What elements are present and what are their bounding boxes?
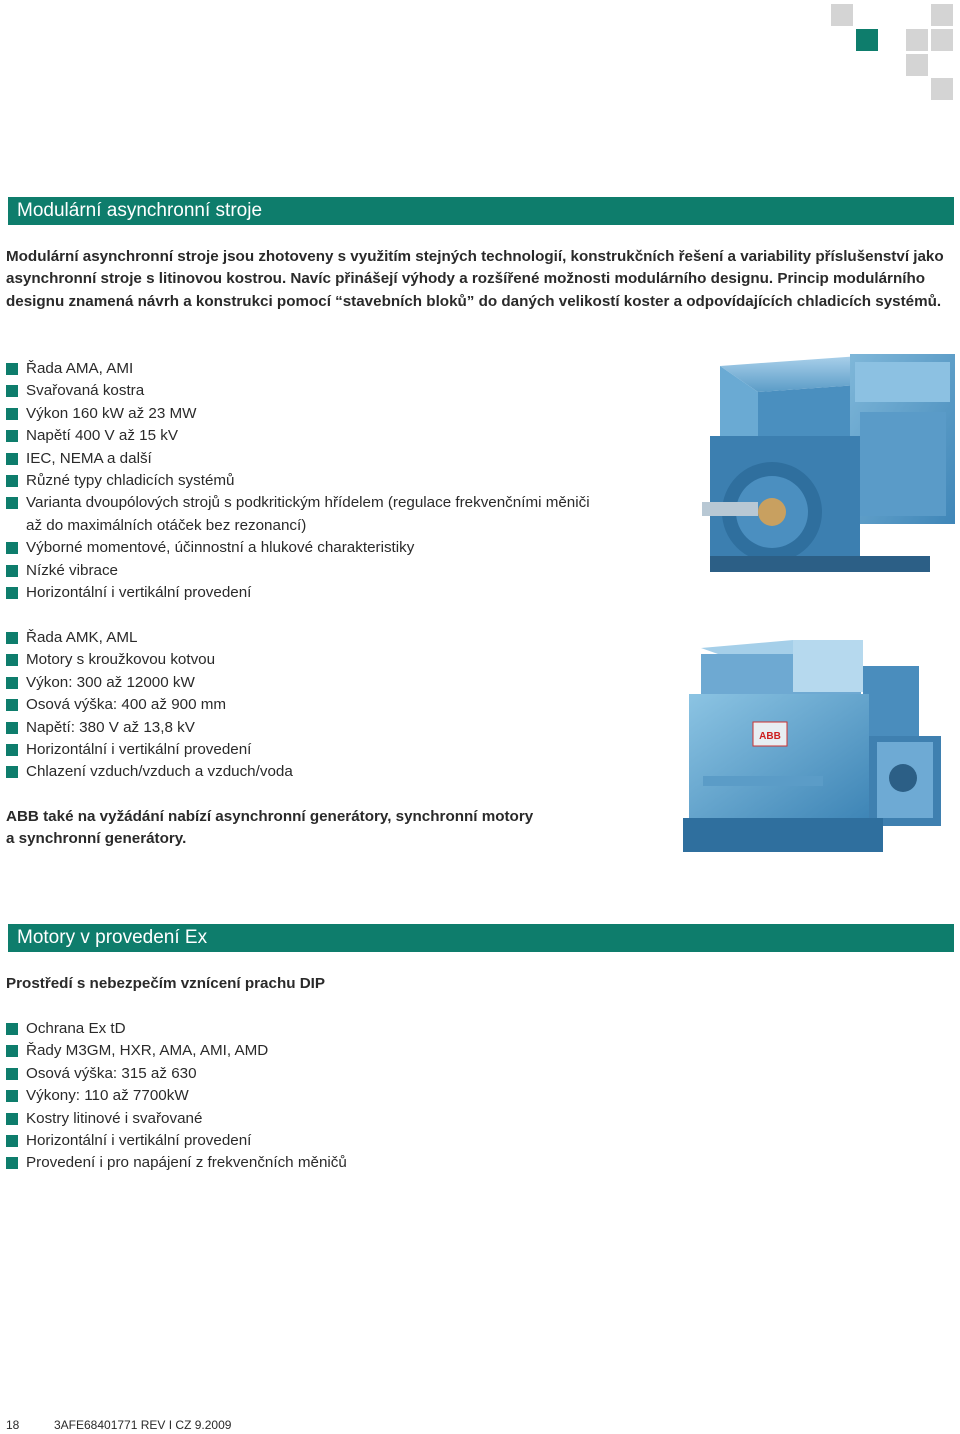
decor-square-green	[856, 29, 878, 51]
bullet-square-icon	[6, 722, 18, 734]
bullet-square-icon	[6, 565, 18, 577]
list-item-text: IEC, NEMA a další	[26, 449, 152, 467]
list-item	[6, 470, 596, 492]
section-title-modular: Modulární asynchronní stroje	[8, 197, 954, 225]
electric-motor-photo	[700, 352, 958, 578]
list-item-text: Ochrana Ex tD	[26, 1020, 126, 1037]
bullet-square-icon	[6, 453, 18, 465]
list-item-text: Řada AMK, AML	[26, 629, 138, 646]
list-item	[6, 649, 626, 671]
bullet-square-icon	[6, 1023, 18, 1035]
list-item	[6, 537, 596, 559]
decor-square-gray	[906, 54, 928, 76]
bullet-square-icon	[6, 385, 18, 397]
list-item-text: Kostry litinové i svařované	[26, 1109, 203, 1127]
list-item	[6, 380, 596, 402]
decor-square-gray	[831, 4, 853, 26]
bullet-square-icon	[6, 408, 18, 420]
feature-list-ex	[6, 1018, 626, 1175]
bullet-square-icon	[6, 632, 18, 644]
list-item	[6, 1018, 626, 1040]
list-item	[6, 492, 596, 537]
section-subtitle-dip: Prostředí s nebezpečím vznícení prachu DIP	[6, 975, 326, 992]
list-item-text: Chlazení vzduch/vzduch a vzduch/voda	[26, 763, 293, 781]
list-item-text: Výkony: 110 až 7700kW	[26, 1087, 189, 1105]
bullet-square-icon	[6, 1045, 18, 1057]
bullet-square-icon	[6, 677, 18, 689]
list-item	[6, 1130, 626, 1152]
list-item	[6, 1152, 626, 1174]
feature-list-ama-ami	[6, 358, 596, 604]
list-item	[6, 358, 596, 380]
list-item-text: Motory s kroužkovou kotvou	[26, 651, 216, 669]
list-item-text: Varianta dvoupólových strojů s podkritickým hřídelem (regulace frekvenčními měniči až do maximálních otáček bez rezonancí)	[26, 494, 590, 534]
bullet-square-icon	[6, 1113, 18, 1125]
closing-line-1: ABB také na vyžádání nabízí asynchronní generátory, synchronní motory	[6, 808, 534, 825]
bullet-square-icon	[6, 699, 18, 711]
bullet-square-icon	[6, 542, 18, 554]
bullet-square-icon	[6, 654, 18, 666]
list-item	[6, 694, 626, 716]
list-item	[6, 1063, 626, 1085]
intro-paragraph: Modulární asynchronní stroje jsou zhotoveny s využitím stejných technologií, konstrukčních řešení a variability příslušenství jako asynchronní stroje s litinovou kostrou. Navíc přinášejí výhody a rozšířené možnosti modulárního designu. Princip modulárního designu znamená návrh a konstrukci pomocí “stavebních bloků” do daných velikostí koster a odpovídajících chladicích systémů.	[6, 248, 944, 310]
list-item-text: Osová výška: 400 až 900 mm	[26, 696, 227, 714]
list-item-text: Nízké vibrace	[26, 561, 119, 579]
feature-list-amk-aml	[6, 627, 626, 784]
list-item	[6, 403, 596, 425]
bullet-square-icon	[6, 744, 18, 756]
bullet-square-icon	[6, 1135, 18, 1147]
decor-square-gray	[906, 29, 928, 51]
list-item-text: Horizontální i vertikální provedení	[26, 584, 252, 602]
list-item-text: Horizontální i vertikální provedení	[26, 1132, 252, 1150]
decor-square-gray	[931, 4, 953, 26]
closing-line-2: a synchronní generátory.	[6, 830, 187, 847]
bullet-square-icon	[6, 497, 18, 509]
bullet-square-icon	[6, 430, 18, 442]
list-item-text: Řady M3GM, HXR, AMA, AMI, AMD	[26, 1042, 269, 1060]
bullet-square-icon	[6, 475, 18, 487]
list-item-text: Řada AMA, AMI	[26, 360, 134, 377]
list-item-text: Výkon: 300 až 12000 kW	[26, 673, 195, 691]
list-item-text: Napětí: 380 V až 13,8 kV	[26, 718, 195, 736]
list-item	[6, 425, 596, 447]
list-item	[6, 582, 596, 604]
list-item	[6, 627, 626, 649]
list-item	[6, 1085, 626, 1107]
bullet-square-icon	[6, 766, 18, 778]
abb-logo: ABB	[759, 731, 781, 742]
slip-ring-motor-photo	[683, 626, 955, 854]
list-item	[6, 739, 626, 761]
list-item	[6, 717, 626, 739]
page-number: 18	[6, 1418, 20, 1432]
list-item-text: Různé typy chladicích systémů	[26, 472, 235, 490]
bullet-square-icon	[6, 1157, 18, 1169]
list-item	[6, 672, 626, 694]
decor-square-gray	[931, 29, 953, 51]
list-item-text: Osová výška: 315 až 630	[26, 1064, 197, 1082]
bullet-square-icon	[6, 587, 18, 599]
list-item	[6, 761, 626, 783]
list-item	[6, 560, 596, 582]
bullet-square-icon	[6, 1090, 18, 1102]
list-item	[6, 448, 596, 470]
decor-square-gray	[931, 78, 953, 100]
bullet-square-icon	[6, 1068, 18, 1080]
list-item	[6, 1040, 626, 1062]
list-item-text: Provedení i pro napájení z frekvenčních měničů	[26, 1154, 347, 1172]
document-code: 3AFE68401771 REV I CZ 9.2009	[54, 1418, 232, 1432]
list-item-text: Svařovaná kostra	[26, 382, 145, 400]
bullet-square-icon	[6, 363, 18, 375]
section-title-ex: Motory v provedení Ex	[8, 924, 954, 952]
list-item-text: Výborné momentové, účinnostní a hlukové charakteristiky	[26, 539, 415, 557]
list-item-text: Výkon 160 kW až 23 MW	[26, 404, 197, 422]
list-item	[6, 1108, 626, 1130]
list-item-text: Horizontální i vertikální provedení	[26, 741, 252, 759]
list-item-text: Napětí 400 V až 15 kV	[26, 427, 178, 445]
